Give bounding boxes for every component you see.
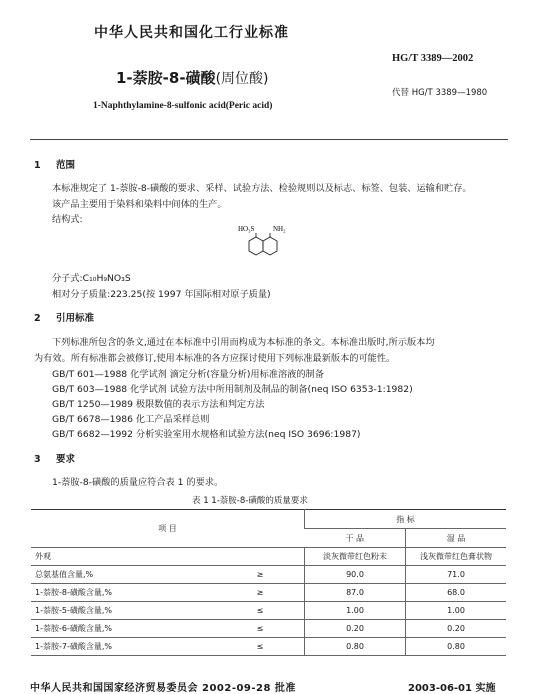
- reference-item: GB/T 6682—1992 分析实验室用水规格和试验方法(neq ISO 3696:1987): [52, 429, 361, 440]
- document-title: [116, 67, 269, 88]
- table-row: 1-萘胺-8-磺酸含量,% ≥ 87.0 68.0: [31, 584, 506, 602]
- replaces-standard: 代替 HG/T 3389—1980: [392, 88, 488, 98]
- issuing-organization: 中华人民共和国化工行业标准: [94, 25, 289, 41]
- table-row: 外观 淡灰微带红色粉末 浅灰微带红色膏状物: [31, 548, 506, 566]
- reference-item: GB/T 601—1988 化学试剂 滴定分析(容量分析)用标准溶液的制备: [52, 369, 324, 380]
- table-row: 总氨基值含量,% ≥ 90.0 71.0: [31, 566, 506, 584]
- section-1-para-1: 本标准规定了 1-萘胺-8-磺酸的要求、采样、试验方法、检验规则以及标志、标签、包装、运输和贮存。: [52, 183, 472, 194]
- structure-label: 结构式:: [52, 214, 83, 225]
- table-row: 1-萘胺-5-磺酸含量,% ≤ 1.00 1.00: [31, 602, 506, 620]
- table-row: 1-萘胺-7-磺酸含量,% ≤ 0.80 0.80: [31, 638, 506, 656]
- standard-number: HG/T 3389—2002: [392, 53, 474, 64]
- reference-item: GB/T 603—1988 化学试剂 试验方法中所用制剂及制品的制备(neq ISO 6353-1:1982): [52, 384, 413, 395]
- sulfonic-group-label: HO₃S: [238, 225, 255, 233]
- header-divider: [30, 139, 508, 140]
- molecular-formula: 分子式:C₁₀H₉NO₃S: [52, 273, 131, 284]
- implementation-date: 2003-06-01 实施: [408, 683, 496, 694]
- reference-item: GB/T 1250—1989 极限数值的表示方法和判定方法: [52, 399, 265, 410]
- molecular-mass: 相对分子质量:223.25(按 1997 年国际相对原子质量): [52, 289, 271, 300]
- approval-line: 中华人民共和国国家经济贸易委员会 2002-09-28 批准: [30, 683, 296, 694]
- section-1-para-2: 该产品主要用于染料和染料中间体的生产。: [52, 199, 227, 210]
- section-2-heading: 2 引用标准: [34, 313, 95, 324]
- reference-item: GB/T 6678—1986 化工产品采样总则: [52, 414, 210, 425]
- title-parenthetical: (周位酸): [215, 71, 269, 87]
- header-wet: 湿 品: [406, 529, 507, 548]
- table-row: 1-萘胺-6-磺酸含量,% ≤ 0.20 0.20: [31, 620, 506, 638]
- table-header-row: [31, 510, 506, 529]
- document-title-english: 1-Naphthylamine-8-sulfonic acid(Peric acid): [93, 101, 273, 111]
- title-main: 1-萘胺-8-磺酸: [116, 69, 216, 87]
- section-3-para-1: 1-萘胺-8-磺酸的质量应符合表 1 的要求。: [52, 477, 224, 488]
- section-2-para-2: 为有效。所有标准都会被修订,使用本标准的各方应探讨使用下列标准最新版本的可能性。: [34, 353, 396, 364]
- section-3-heading: 3 要求: [34, 454, 76, 465]
- section-1-heading: 1 范围: [34, 160, 76, 171]
- table-caption: 表 1 1-萘胺-8-磺酸的质量要求: [192, 496, 308, 506]
- header-item: 项 目: [31, 510, 305, 548]
- amino-group-label: NH₂: [273, 225, 286, 233]
- naphthalene-structure-diagram: [228, 221, 308, 273]
- header-dry: 干 品: [305, 529, 406, 548]
- section-2-para-1: 下列标准所包含的条文,通过在本标准中引用而构成为本标准的条文。本标准出版时,所示版本均: [52, 337, 435, 348]
- header-index: 指 标: [305, 510, 507, 529]
- quality-requirements-table: [31, 509, 506, 656]
